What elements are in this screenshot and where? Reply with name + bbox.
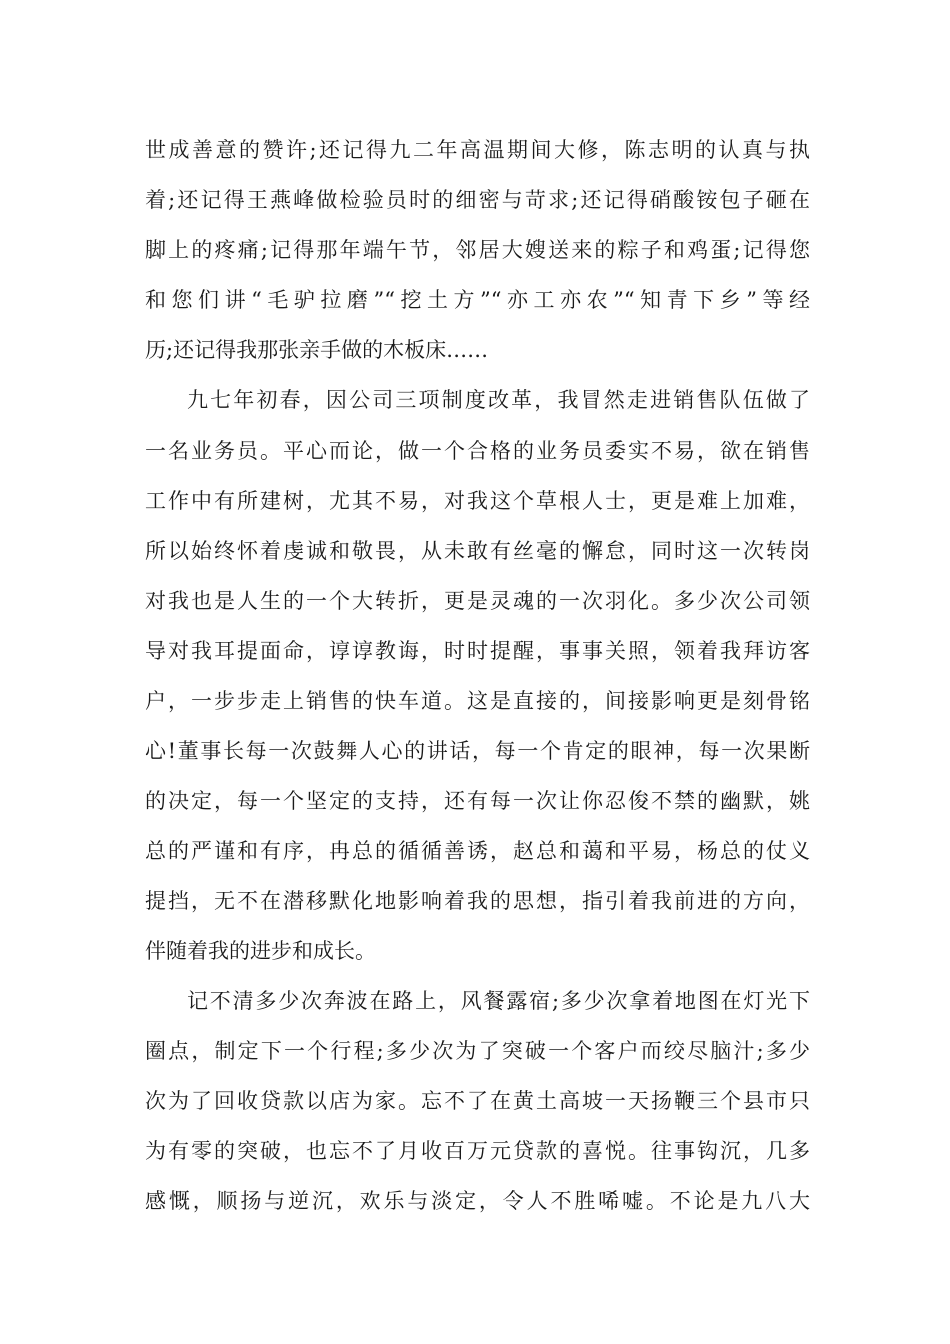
paragraph-2-line-6: 导对我耳提面命，谆谆教诲，时时提醒，事事关照，领着我拜访客: [145, 639, 810, 663]
paragraph-2-line-5: 对我也是人生的一个大转折，更是灵魂的一次羽化。多少次公司领: [145, 589, 810, 613]
paragraph-2-line-7: 户，一步步走上销售的快车道。这是直接的，间接影响更是刻骨铭: [145, 689, 810, 713]
paragraph-1-line-2: 着;还记得王燕峰做检验员时的细密与苛求;还记得硝酸铵包子砸在: [145, 188, 810, 212]
paragraph-2-line-8: 心!董事长每一次鼓舞人心的讲话，每一个肯定的眼神，每一次果断: [145, 739, 810, 763]
paragraph-1-line-3: 脚上的疼痛;记得那年端午节，邻居大嫂送来的粽子和鸡蛋;记得您: [145, 238, 810, 262]
paragraph-3-line-5: 感慨，顺扬与逆沉，欢乐与淡定，令人不胜唏嘘。不论是九八大: [145, 1189, 810, 1213]
paragraph-3-line-2: 圈点，制定下一个行程;多少次为了突破一个客户而绞尽脑汁;多少: [145, 1039, 810, 1063]
paragraph-1-line-1: 世成善意的赞许;还记得九二年高温期间大修，陈志明的认真与执: [145, 138, 810, 162]
paragraph-2-line-10: 总的严谨和有序，冉总的循循善诱，赵总和蔼和平易，杨总的仗义: [145, 839, 810, 863]
paragraph-1-line-4: 和您们讲“毛驴拉磨”“挖土方”“亦工亦农”“知青下乡”等经: [145, 288, 810, 312]
paragraph-2-line-1: 九七年初春，因公司三项制度改革，我冒然走进销售队伍做了: [187, 388, 810, 412]
paragraph-2-line-11: 提挡，无不在潜移默化地影响着我的思想，指引着我前进的方向，: [145, 889, 810, 913]
paragraph-3-line-3: 次为了回收贷款以店为家。忘不了在黄土高坡一天扬鞭三个县市只: [145, 1089, 810, 1113]
paragraph-2-line-2: 一名业务员。平心而论，做一个合格的业务员委实不易，欲在销售: [145, 439, 810, 463]
paragraph-3-line-4: 为有零的突破，也忘不了月收百万元贷款的喜悦。往事钩沉，几多: [145, 1139, 810, 1163]
paragraph-2-line-9: 的决定，每一个坚定的支持，还有每一次让你忍俊不禁的幽默，姚: [145, 789, 810, 813]
paragraph-2-line-12: 伴随着我的进步和成长。: [145, 939, 376, 963]
paragraph-1-line-5: 历;还记得我那张亲手做的木板床……: [145, 338, 489, 362]
paragraph-3-line-1: 记不清多少次奔波在路上，风餐露宿;多少次拿着地图在灯光下: [187, 989, 810, 1013]
paragraph-2-line-4: 所以始终怀着虔诚和敬畏，从未敢有丝毫的懈怠，同时这一次转岗: [145, 539, 810, 563]
paragraph-2-line-3: 工作中有所建树，尤其不易，对我这个草根人士，更是难上加难，: [145, 489, 810, 513]
